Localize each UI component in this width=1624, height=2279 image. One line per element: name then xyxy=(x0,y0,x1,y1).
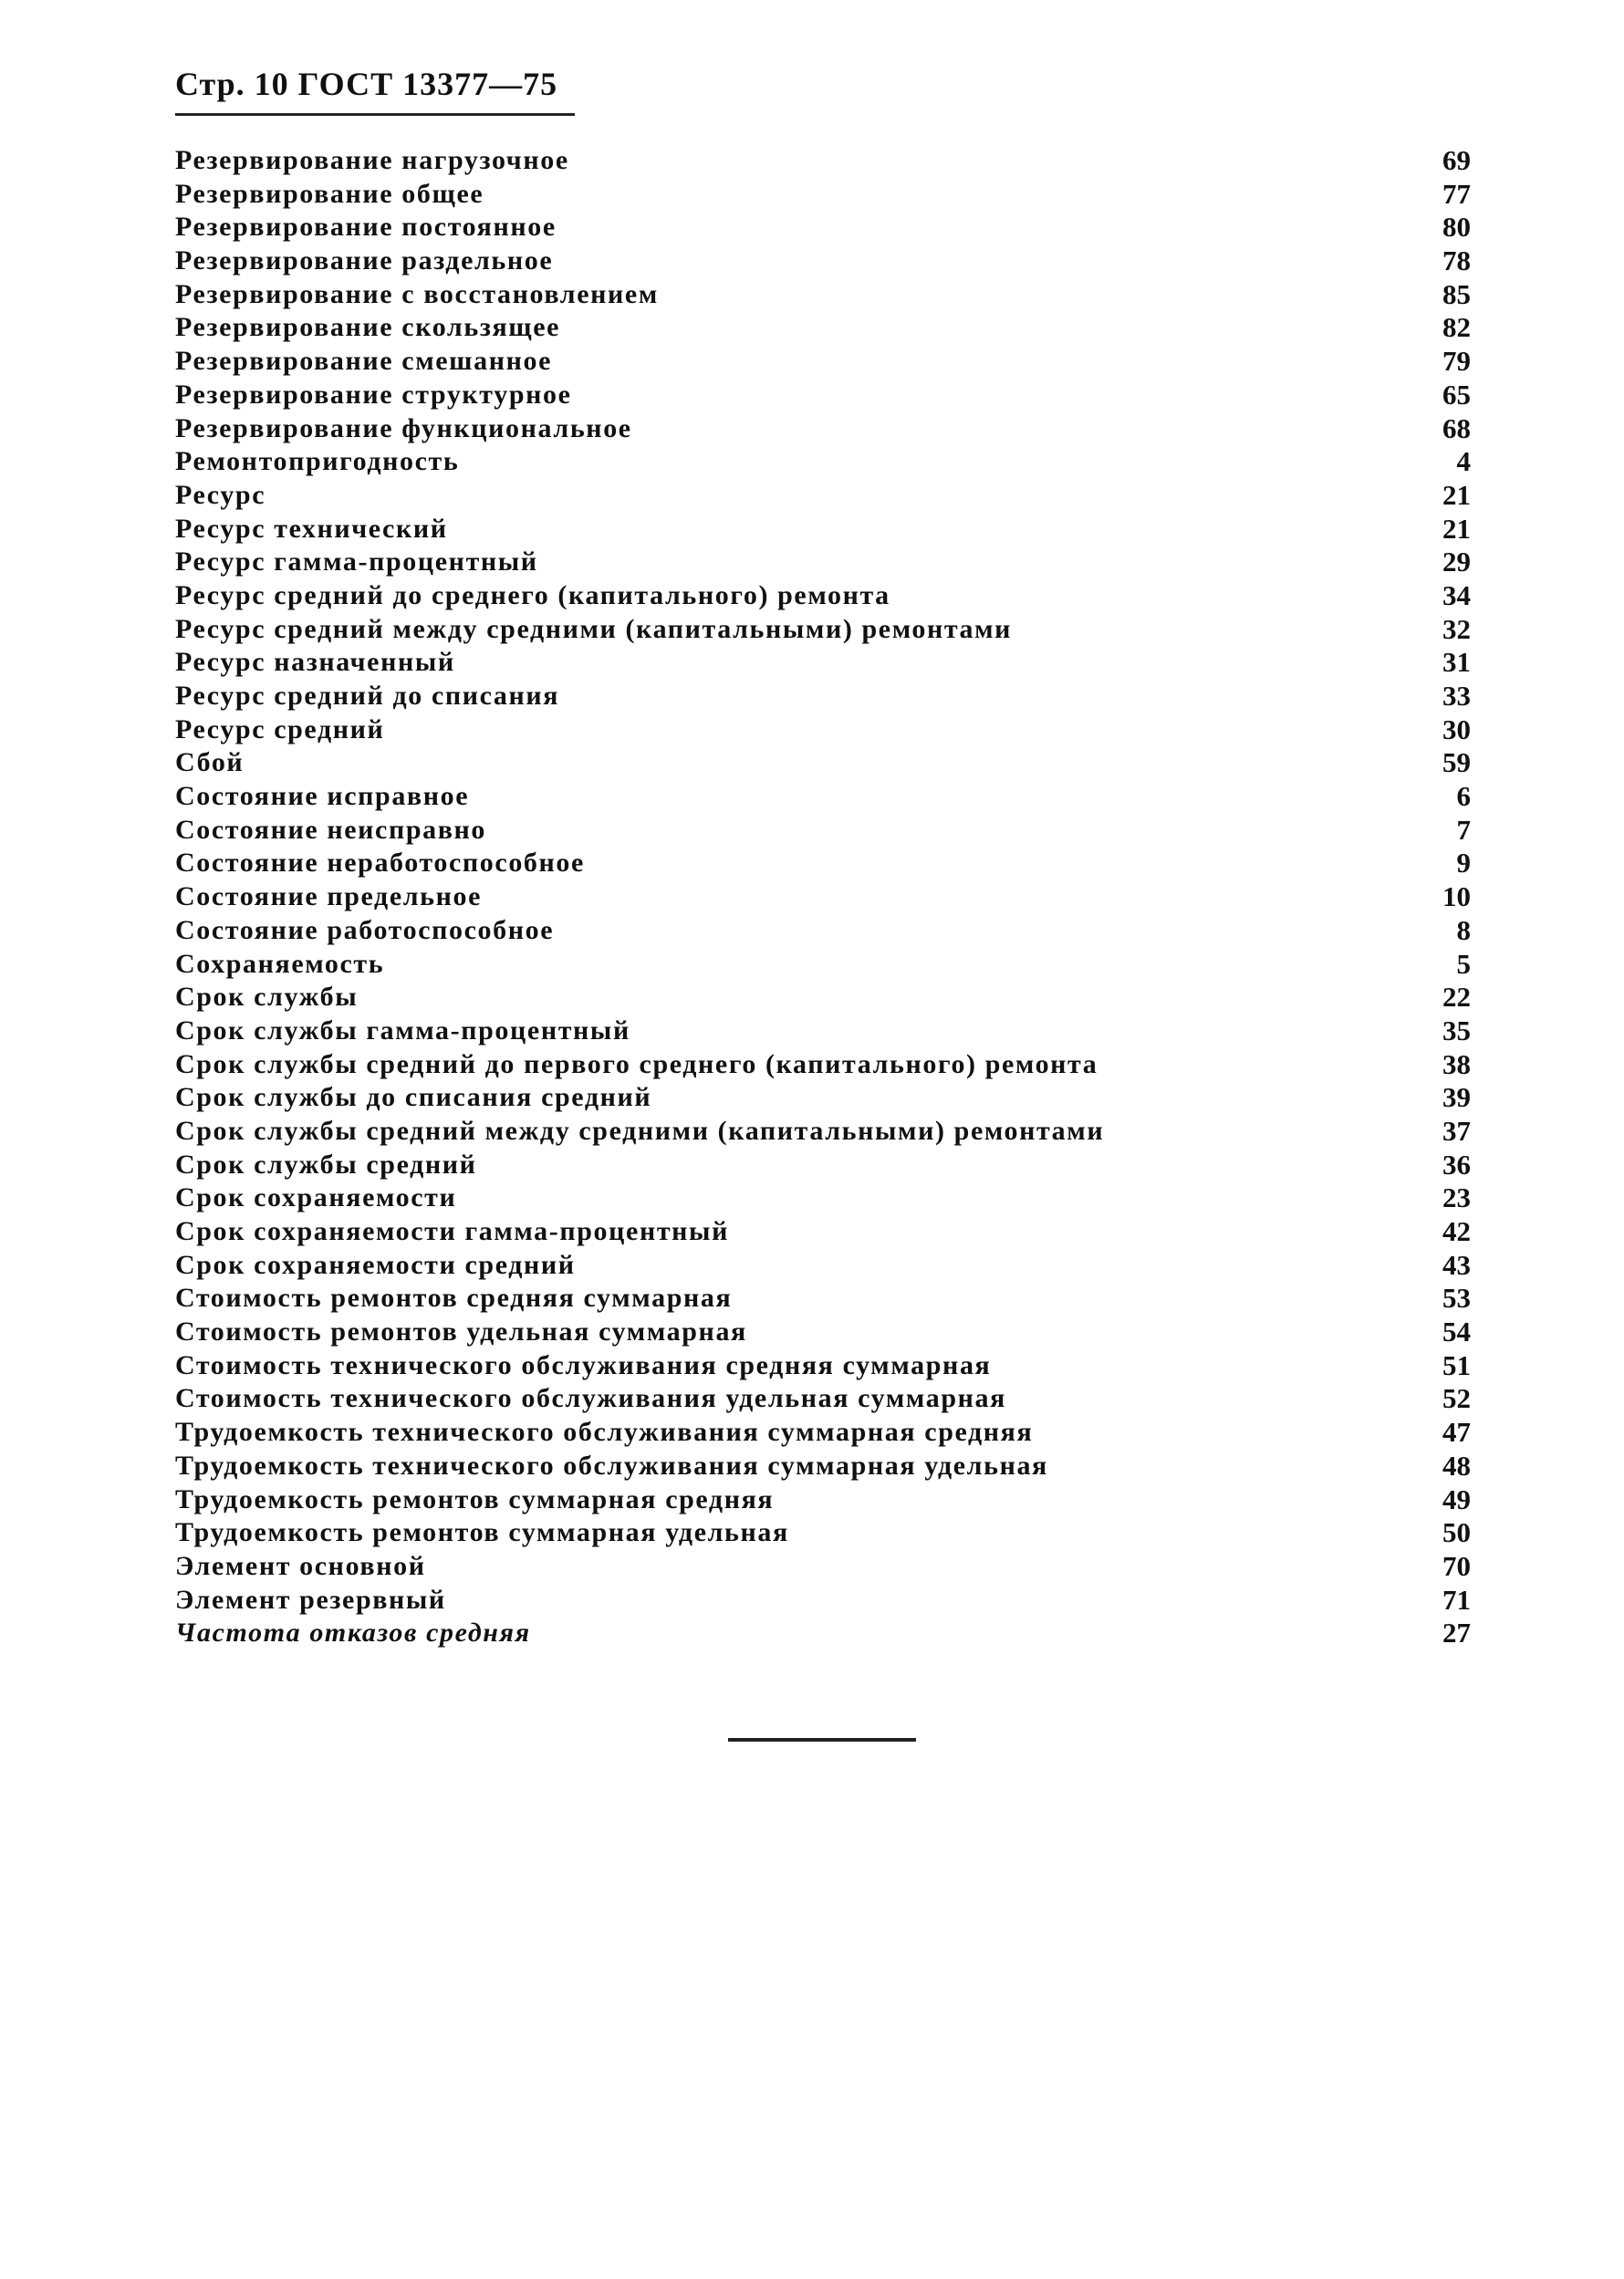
index-entry xyxy=(175,345,1471,379)
index-number: 68 xyxy=(1442,411,1471,444)
index-number: 10 xyxy=(1442,880,1471,913)
index-number: 49 xyxy=(1442,1483,1471,1515)
index-term: Состояние работоспособное xyxy=(175,914,555,945)
index-term: Резервирование смешанное xyxy=(175,346,552,377)
index-number: 54 xyxy=(1442,1316,1471,1348)
index-entry xyxy=(175,1149,1471,1182)
index-entry xyxy=(175,1048,1471,1082)
index-entry xyxy=(175,513,1471,546)
index-entry xyxy=(175,680,1471,713)
index-entry xyxy=(175,948,1471,982)
term-index-list xyxy=(175,144,1471,1650)
index-number: 23 xyxy=(1442,1181,1471,1214)
index-number: 21 xyxy=(1442,512,1471,545)
index-entry xyxy=(175,1316,1471,1349)
index-term: Срок службы до списания средний xyxy=(175,1082,652,1113)
index-number: 29 xyxy=(1442,546,1471,578)
index-term: Резервирование с восстановлением xyxy=(175,278,659,309)
index-entry xyxy=(175,613,1471,647)
index-number: 33 xyxy=(1442,680,1471,712)
index-term: Срок службы xyxy=(175,982,359,1013)
index-number: 43 xyxy=(1442,1248,1471,1281)
index-term: Стоимость ремонтов средняя суммарная xyxy=(175,1283,733,1314)
index-number: 85 xyxy=(1442,277,1471,310)
index-term: Резервирование нагрузочное xyxy=(175,145,569,175)
index-term: Срок службы средний до первого среднего (капитального) ремонта xyxy=(175,1048,1098,1079)
index-number: 82 xyxy=(1442,311,1471,344)
index-entry xyxy=(175,1349,1471,1383)
index-entry xyxy=(175,914,1471,948)
index-term: Ресурс назначенный xyxy=(175,647,455,678)
index-number: 51 xyxy=(1442,1348,1471,1381)
index-term: Трудоемкость ремонтов суммарная удельная xyxy=(175,1517,789,1548)
index-entry xyxy=(175,1550,1471,1584)
index-entry xyxy=(175,1181,1471,1215)
index-number: 42 xyxy=(1442,1215,1471,1247)
index-term: Трудоемкость технического обслуживания суммарная средняя xyxy=(175,1417,1034,1448)
index-term: Резервирование постоянное xyxy=(175,212,557,243)
index-entry xyxy=(175,1416,1471,1450)
index-term: Срок службы средний xyxy=(175,1149,477,1180)
index-number: 69 xyxy=(1442,144,1471,176)
index-term: Ресурс технический xyxy=(175,513,448,544)
index-number: 50 xyxy=(1442,1516,1471,1549)
index-term: Ресурс средний между средними (капитальными) ремонтами xyxy=(175,613,1013,644)
index-number: 38 xyxy=(1442,1047,1471,1080)
index-number: 80 xyxy=(1442,211,1471,244)
page-header: Стр. 10 ГОСТ 13377—75 xyxy=(175,66,558,102)
index-term: Срок службы средний между средними (капитальными) ремонтами xyxy=(175,1115,1105,1146)
index-number: 35 xyxy=(1442,1014,1471,1046)
index-term: Трудоемкость ремонтов суммарная средняя xyxy=(175,1483,775,1514)
index-term: Резервирование структурное xyxy=(175,379,572,410)
index-entry xyxy=(175,479,1471,513)
index-entry xyxy=(175,144,1471,178)
index-entry xyxy=(175,445,1471,479)
index-term: Стоимость технического обслуживания средняя суммарная xyxy=(175,1349,992,1380)
index-number: 78 xyxy=(1442,245,1471,277)
index-entry xyxy=(175,178,1471,212)
index-term: Состояние неисправно xyxy=(175,814,487,845)
index-term: Ресурс xyxy=(175,479,266,510)
index-term: Сохраняемость xyxy=(175,948,385,979)
index-number: 21 xyxy=(1442,478,1471,511)
index-term: Резервирование раздельное xyxy=(175,245,554,276)
index-entry xyxy=(175,379,1471,412)
index-entry xyxy=(175,1584,1471,1618)
index-term: Срок службы гамма-процентный xyxy=(175,1015,630,1046)
index-term: Стоимость технического обслуживания удельная суммарная xyxy=(175,1383,1006,1414)
index-entry xyxy=(175,1215,1471,1249)
index-number: 9 xyxy=(1456,847,1471,879)
index-entry xyxy=(175,713,1471,747)
index-term: Состояние неработоспособное xyxy=(175,848,585,879)
index-number: 32 xyxy=(1442,612,1471,645)
index-entry xyxy=(175,1516,1471,1550)
index-number: 6 xyxy=(1456,780,1471,813)
index-entry xyxy=(175,311,1471,345)
index-number: 70 xyxy=(1442,1549,1471,1582)
index-entry xyxy=(175,579,1471,613)
index-entry xyxy=(175,880,1471,914)
index-term: Срок сохраняемости гамма-процентный xyxy=(175,1216,729,1246)
index-number: 7 xyxy=(1456,813,1471,846)
index-term: Ресурс средний xyxy=(175,713,385,744)
index-entry xyxy=(175,1249,1471,1283)
index-number: 30 xyxy=(1442,713,1471,745)
index-number: 5 xyxy=(1456,947,1471,980)
index-number: 8 xyxy=(1456,913,1471,946)
index-entry xyxy=(175,780,1471,814)
index-number: 59 xyxy=(1442,746,1471,779)
index-entry xyxy=(175,1015,1471,1048)
index-term: Ремонтопригодность xyxy=(175,446,460,477)
index-term: Сбой xyxy=(175,747,245,778)
index-entry xyxy=(175,847,1471,880)
index-term: Резервирование общее xyxy=(175,178,484,209)
end-rule xyxy=(728,1738,916,1742)
index-entry xyxy=(175,546,1471,579)
index-entry xyxy=(175,1282,1471,1316)
index-term: Состояние исправное xyxy=(175,781,470,812)
index-number: 39 xyxy=(1442,1081,1471,1114)
header-rule xyxy=(175,113,575,116)
index-entry xyxy=(175,1115,1471,1149)
index-term: Элемент резервный xyxy=(175,1584,446,1615)
index-number: 79 xyxy=(1442,345,1471,378)
index-entry xyxy=(175,278,1471,312)
index-number: 4 xyxy=(1456,445,1471,478)
index-term: Резервирование скользящее xyxy=(175,312,561,343)
index-entry xyxy=(175,1450,1471,1483)
index-term: Резервирование функциональное xyxy=(175,412,632,443)
index-entry xyxy=(175,814,1471,848)
index-term: Срок сохраняемости xyxy=(175,1182,457,1213)
index-term: Стоимость ремонтов удельная суммарная xyxy=(175,1316,747,1348)
index-entry xyxy=(175,981,1471,1015)
index-term: Частота отказов средняя xyxy=(175,1618,531,1649)
index-entry xyxy=(175,245,1471,278)
index-term: Ресурс средний до среднего (капитального) ремонта xyxy=(175,579,890,610)
index-number: 65 xyxy=(1442,378,1471,411)
index-number: 52 xyxy=(1442,1382,1471,1415)
index-number: 77 xyxy=(1442,177,1471,210)
index-entry xyxy=(175,412,1471,446)
index-term: Элемент основной xyxy=(175,1550,426,1581)
index-number: 34 xyxy=(1442,578,1471,611)
index-number: 37 xyxy=(1442,1114,1471,1147)
index-number: 48 xyxy=(1442,1449,1471,1482)
index-term: Ресурс гамма-процентный xyxy=(175,546,538,578)
index-entry xyxy=(175,646,1471,680)
index-entry xyxy=(175,1081,1471,1115)
index-entry xyxy=(175,1617,1471,1650)
index-number: 31 xyxy=(1442,646,1471,679)
index-term: Срок сохраняемости средний xyxy=(175,1249,576,1280)
index-number: 27 xyxy=(1442,1617,1471,1649)
index-number: 47 xyxy=(1442,1416,1471,1449)
index-number: 53 xyxy=(1442,1282,1471,1315)
index-term: Состояние предельное xyxy=(175,881,483,912)
index-entry xyxy=(175,746,1471,780)
index-entry xyxy=(175,1483,1471,1517)
index-number: 36 xyxy=(1442,1148,1471,1181)
index-entry xyxy=(175,1382,1471,1416)
index-number: 71 xyxy=(1442,1583,1471,1616)
index-term: Трудоемкость технического обслуживания суммарная удельная xyxy=(175,1450,1048,1481)
index-term: Ресурс средний до списания xyxy=(175,681,560,711)
index-entry xyxy=(175,211,1471,245)
index-number: 22 xyxy=(1442,981,1471,1014)
